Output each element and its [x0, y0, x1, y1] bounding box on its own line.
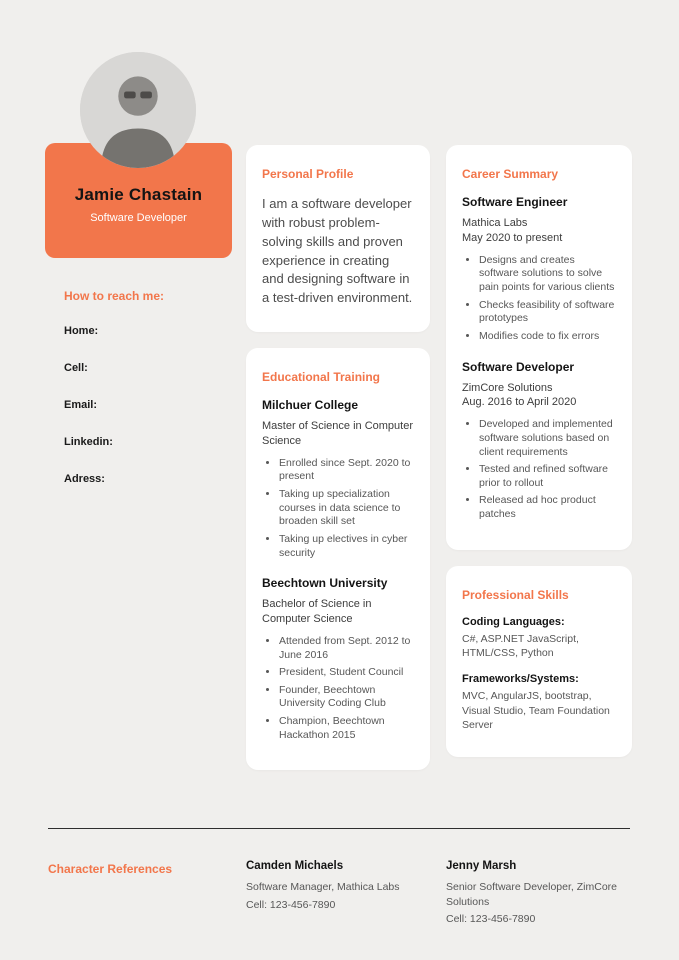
bullet-item: • Taking up electives in cyber security — [279, 533, 414, 560]
bullet-item: • Taking up specialization courses in data science to broaden skill set — [279, 488, 414, 529]
bullet-item: • President, Student Council — [279, 666, 414, 680]
job-company: Mathica Labs — [462, 217, 528, 229]
education-heading: Educational Training — [262, 370, 381, 385]
education-entry — [262, 398, 414, 560]
reference-phone: Cell: 123-456-7890 — [246, 898, 336, 911]
bullet-item: • Checks feasibility of software prototypes — [479, 299, 616, 326]
skill-label: Coding Languages: — [462, 615, 565, 628]
bullet-item: • Founder, Beechtown University Coding Club — [279, 684, 414, 711]
bullet-item: • Enrolled since Sept. 2020 to present — [279, 457, 414, 484]
bullet-item: • Modifies code to fix errors — [479, 330, 616, 344]
professional-skills-card — [446, 566, 632, 757]
skill-value: MVC, AngularJS, bootstrap, Visual Studio, Team Foundation Server — [462, 690, 610, 732]
skill-label: Frameworks/Systems: — [462, 673, 579, 686]
career-bullet-list — [462, 418, 616, 521]
contact-section — [64, 289, 234, 510]
bullet-item: • Developed and implemented software solutions based on client requirements — [479, 418, 616, 459]
education-card — [246, 348, 430, 770]
reference-name: Jenny Marsh — [446, 860, 517, 872]
job-dates: May 2020 to present — [462, 231, 563, 244]
personal-profile-card — [246, 145, 430, 332]
reference-role: Software Manager, Mathica Labs — [246, 881, 400, 893]
contact-heading: How to reach me: — [64, 289, 165, 303]
portrait-photo — [80, 52, 196, 168]
school-name: Beechtown University — [262, 576, 388, 591]
job-dates: Aug. 2016 to April 2020 — [462, 396, 577, 409]
person-name: Jamie Chastain — [74, 185, 203, 204]
references-heading: Character References — [48, 862, 173, 876]
personal-profile-text: I am a software developer with robust problem-solving skills and proven experience in creating and designing software in a test-driven environment. — [262, 196, 413, 306]
reference-entry — [246, 860, 431, 911]
bullet-item: • Released ad hoc product patches — [479, 494, 616, 521]
education-bullet-list — [262, 457, 414, 560]
school-name: Milchuer College — [262, 398, 359, 413]
professional-skills-heading: Professional Skills — [462, 587, 569, 602]
education-bullet-list — [262, 635, 414, 742]
job-company: ZimCore Solutions — [462, 381, 553, 394]
school-degree: Bachelor of Science in Computer Science — [262, 598, 372, 626]
footer-divider — [48, 828, 630, 829]
career-summary-heading: Career Summary — [462, 167, 559, 181]
bullet-item: • Attended from Sept. 2012 to June 2016 — [279, 635, 414, 662]
right-column — [446, 145, 632, 757]
middle-column — [246, 145, 430, 770]
contact-label-cell: Cell: — [64, 362, 88, 374]
personal-profile-heading: Personal Profile — [262, 167, 354, 181]
school-degree: Master of Science in Computer Science — [262, 420, 414, 447]
contact-label-address: Adress: — [64, 473, 105, 485]
bullet-item: • Designs and creates software solutions to solve pain points for various clients — [479, 254, 616, 295]
skill-value: C#, ASP.NET JavaScript, HTML/CSS, Python — [462, 632, 579, 660]
reference-role: Senior Software Developer, ZimCore Solutions — [446, 881, 617, 908]
career-bullet-list — [462, 254, 616, 344]
reference-phone: Cell: 123-456-7890 — [446, 913, 536, 926]
career-entry — [462, 360, 616, 522]
person-title: Software Developer — [90, 212, 187, 224]
reference-entry — [446, 860, 631, 925]
person-avatar-icon — [80, 52, 196, 168]
contact-label-email: Email: — [64, 399, 98, 411]
career-entry — [462, 195, 616, 344]
job-title: Software Developer — [462, 359, 575, 374]
bullet-item: • Champion, Beechtown Hackathon 2015 — [279, 715, 414, 742]
skill-group — [462, 616, 616, 661]
reference-name: Camden Michaels — [246, 860, 344, 872]
contact-label-linkedin: Linkedin: — [64, 436, 113, 448]
bullet-item: • Tested and refined software prior to rollout — [479, 463, 616, 490]
skill-group — [462, 673, 616, 733]
job-title: Software Engineer — [462, 195, 568, 209]
career-summary-card — [446, 145, 632, 550]
education-entry — [262, 576, 414, 742]
contact-label-home: Home: — [64, 325, 99, 337]
